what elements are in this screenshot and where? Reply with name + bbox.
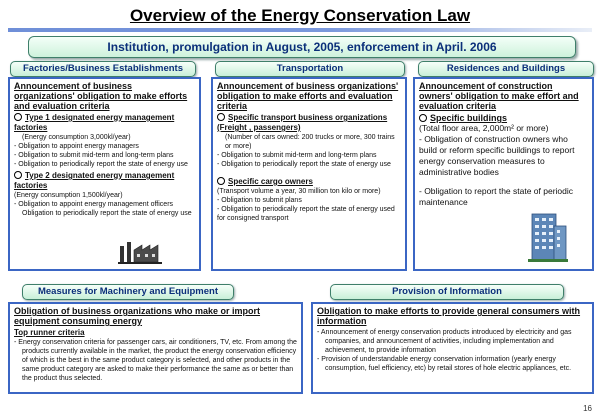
transport-heading: Announcement of business organizations' obligation to make efforts and evaluation criteria bbox=[217, 81, 399, 111]
circle-bullet-icon bbox=[419, 114, 427, 122]
information-item: - Announcement of energy conservation products introduced by electricity and gas companies, and announcement of activities, including implementation and achievement, to provide information bbox=[317, 329, 572, 354]
transport-item: - Obligation to periodically report the state of energy use bbox=[217, 161, 391, 168]
residences-item: - Obligation to report the state of periodic maintenance bbox=[419, 186, 574, 207]
circle-bullet-icon bbox=[14, 171, 22, 179]
circle-bullet-icon bbox=[14, 113, 22, 121]
type1-item: - Obligation to submit mid-term and long-term plans bbox=[14, 152, 174, 159]
pill-factories: Factories/Business Establishments bbox=[10, 61, 196, 77]
residences-heading: Announcement of construction owners' obligation to make effort and evaluation criteria bbox=[419, 81, 579, 111]
information-box bbox=[311, 302, 594, 394]
information-heading: Obligation to make efforts to provide general consumers with information bbox=[317, 306, 581, 326]
transport-box bbox=[211, 77, 407, 271]
circle-bullet-icon bbox=[217, 113, 225, 121]
information-item: - Provision of understandable energy conservation information (yearly energy consumption, fuel efficiency, etc) by retail stores of hole electric appliances, etc. bbox=[317, 356, 572, 372]
pill-residences: Residences and Buildings bbox=[418, 61, 594, 77]
specific-transport-note: (Number of cars owned: 200 trucks or more, 300 trains or more) bbox=[225, 134, 395, 150]
cargo-owners-label: Specific cargo owners bbox=[228, 177, 313, 186]
type2-label: Type 2 designated energy management factories bbox=[14, 171, 175, 190]
building-icon bbox=[528, 210, 568, 262]
cargo-item: - Obligation to submit plans bbox=[217, 197, 302, 204]
type2-item: Obligation to periodically report the state of energy use bbox=[22, 210, 192, 217]
factory-icon bbox=[118, 236, 164, 264]
floor-area-note: (Total floor area, 2,000m² or more) bbox=[419, 123, 549, 133]
cargo-item: - Obligation to periodically report the state of energy used for consigned transport bbox=[217, 206, 395, 222]
specific-buildings-label: Specific buildings bbox=[430, 113, 508, 123]
type2-note: (Energy consumption 1,500kl/year) bbox=[14, 192, 123, 199]
type1-note: (Energy consumption 3,000kl/year) bbox=[22, 134, 131, 141]
specific-transport-label: Specific transport business organizations (Freight , passengers) bbox=[217, 113, 388, 132]
page-number: 16 bbox=[583, 404, 592, 413]
type1-item: - Obligation to appoint energy managers bbox=[14, 143, 139, 150]
pill-transportation: Transportation bbox=[215, 61, 405, 77]
factories-heading: Announcement of business organizations' obligation to make efforts and evaluation criteria bbox=[14, 81, 188, 111]
page-title: Overview of the Energy Conservation Law bbox=[129, 6, 471, 25]
top-runner-label: Top runner criteria bbox=[14, 328, 85, 337]
pill-machinery: Measures for Machinery and Equipment bbox=[22, 284, 234, 300]
factories-box bbox=[8, 77, 201, 271]
title-divider bbox=[8, 28, 592, 32]
pill-information: Provision of Information bbox=[330, 284, 564, 300]
machinery-heading: Obligation of business organizations who make or import equipment consuming energy bbox=[14, 306, 261, 326]
circle-bullet-icon bbox=[217, 177, 225, 185]
residences-item: - Obligation of construction owners who build or reform specific buildings to report energy conservation measures to administrative bodies bbox=[419, 134, 575, 177]
machinery-text: - Energy conservation criteria for passenger cars, air conditioners, TV, etc. From among the products currently available in the market, the product the energy conservation efficiency of which is the best in the same product category is selected, and other products in the same product category are asked to make their performance the same as or better than the product thus selected. bbox=[14, 339, 297, 382]
transport-item: - Obligation to submit mid-term and long-term plans bbox=[217, 152, 377, 159]
machinery-box bbox=[8, 302, 303, 394]
type2-item: - Obligation to appoint energy management officers bbox=[14, 201, 174, 208]
enforcement-banner: Institution, promulgation in August, 2005, enforcement in April. 2006 bbox=[28, 36, 576, 58]
cargo-note: (Transport volume a year, 30 million ton kilo or more) bbox=[217, 188, 381, 195]
type1-label: Type 1 designated energy management factories bbox=[14, 113, 175, 132]
type1-item: - Obligation to periodically report the state of energy use bbox=[14, 161, 188, 168]
